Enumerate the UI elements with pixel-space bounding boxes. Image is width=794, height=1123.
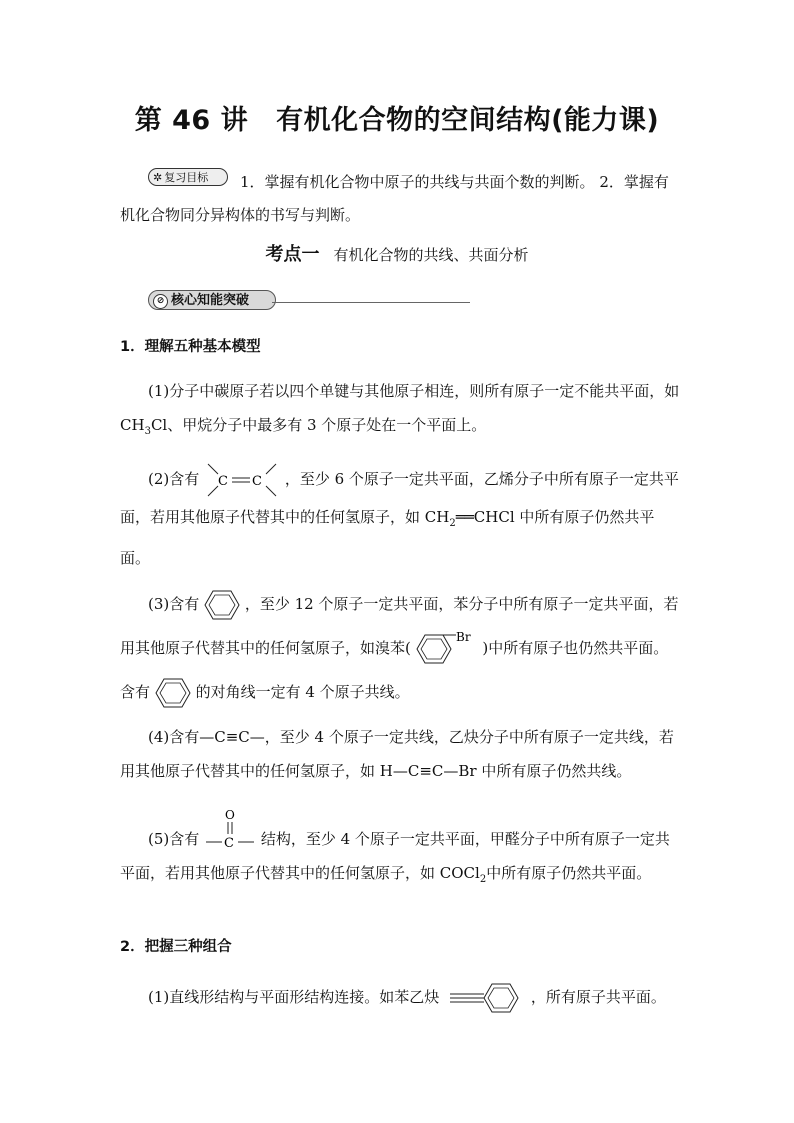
- badge-label: 复习目标: [164, 171, 209, 184]
- lecture-title: 有机化合物的空间结构(能力课): [276, 105, 660, 136]
- divider-line: [272, 302, 470, 303]
- p1-text-c: Cl、甲烷分子中最多有 3 个原子处在一个平面上。: [150, 416, 487, 434]
- section-number: 考点一: [265, 244, 320, 265]
- ethylene-structure-icon: [204, 460, 280, 500]
- oxygen-label: O: [225, 809, 235, 822]
- p5-text-a: (5)含有: [148, 830, 200, 848]
- carbonyl-structure-icon: [204, 809, 256, 849]
- page-title: [0, 98, 794, 137]
- bromine-label: Br: [455, 632, 471, 644]
- p5-text-d: 中所有原子仍然共平面。: [486, 864, 652, 882]
- p2-sub: 2: [449, 518, 456, 529]
- carbon-label-right: C: [252, 474, 262, 489]
- benzene-ring-icon: [204, 589, 240, 621]
- p2-text-d: ══CHCl 中所有原子仍然共平面。: [120, 508, 655, 567]
- p1-sub: 3: [144, 426, 151, 437]
- p3-text-c: )中所有原子也仍然共平面。含有: [120, 639, 669, 701]
- review-goal-badge: [148, 168, 228, 186]
- core-knowledge-label: [148, 290, 276, 310]
- section-title: 有机化合物的共线、共面分析: [333, 246, 529, 264]
- p5-text-b: 结构，至少 4 个原子一定共平面，甲醛分子中所有原子一定共平面，若用其他原子代替其中的任何氢原子，如 COCl: [120, 830, 670, 882]
- benzene-ring-icon-2: [155, 677, 191, 709]
- carbon-label: C: [224, 836, 234, 849]
- carbon-label-left: C: [218, 474, 228, 489]
- p5-sub: 2: [479, 874, 487, 885]
- p6-text-a: (1)直线形结构与平面形结构连接。如苯乙炔: [148, 988, 440, 1006]
- paragraph-6: [120, 980, 680, 1015]
- p6-text-b: ，所有原子共平面。: [530, 988, 666, 1006]
- heading-three-combinations: 2．把握三种组合: [120, 939, 232, 955]
- phenylacetylene-icon: [444, 981, 526, 1015]
- core-knowledge-bar: [148, 290, 470, 312]
- paragraph-3: [120, 582, 680, 714]
- lecture-number: 第 46 讲: [134, 105, 249, 136]
- paragraph-2: [120, 460, 680, 575]
- paragraph-5: [120, 809, 680, 897]
- core-label-text: 核心知能突破: [171, 293, 250, 308]
- heading-five-models: 1．理解五种基本模型: [120, 339, 261, 355]
- paragraph-1: [120, 374, 680, 449]
- p3-text-d: 的对角线一定有 4 个原子共线。: [195, 683, 410, 701]
- p2-text-a: (2)含有: [148, 470, 200, 488]
- star-icon: ✲: [153, 171, 163, 184]
- bromobenzene-icon: [416, 632, 478, 666]
- section-heading: [0, 240, 794, 266]
- check-circle-icon: ⊘: [153, 294, 168, 309]
- p2-text-b: ，至少 6 个原子一定共平面，乙烯分子中所有原子一定共平面，若用其他原子代替其中的任何氢原子，如 CH: [120, 470, 679, 526]
- review-goals: 1．掌握有机化合物中原子的共线与共面个数的判断。 2．掌握有机化合物同分异构体的书写与判断。: [120, 173, 669, 224]
- p3-text-a: (3)含有: [148, 595, 200, 613]
- p1-text-a: (1)分子中碳原子若以四个单键与其他原子相连，则所有原子一定不能共平面，如 CH: [120, 382, 680, 434]
- paragraph-4: (4)含有—C≡C—，至少 4 个原子一定共线，乙炔分子中所有原子一定共线，若用其他原子代替其中的任何氢原子，如 H—C≡C—Br 中所有原子仍然共线。: [120, 728, 674, 780]
- p3-text-b: ，至少 12 个原子一定共平面，苯分子中所有原子一定共平面，若用其他原子代替其中的任何氢原子，如溴苯(: [120, 595, 679, 657]
